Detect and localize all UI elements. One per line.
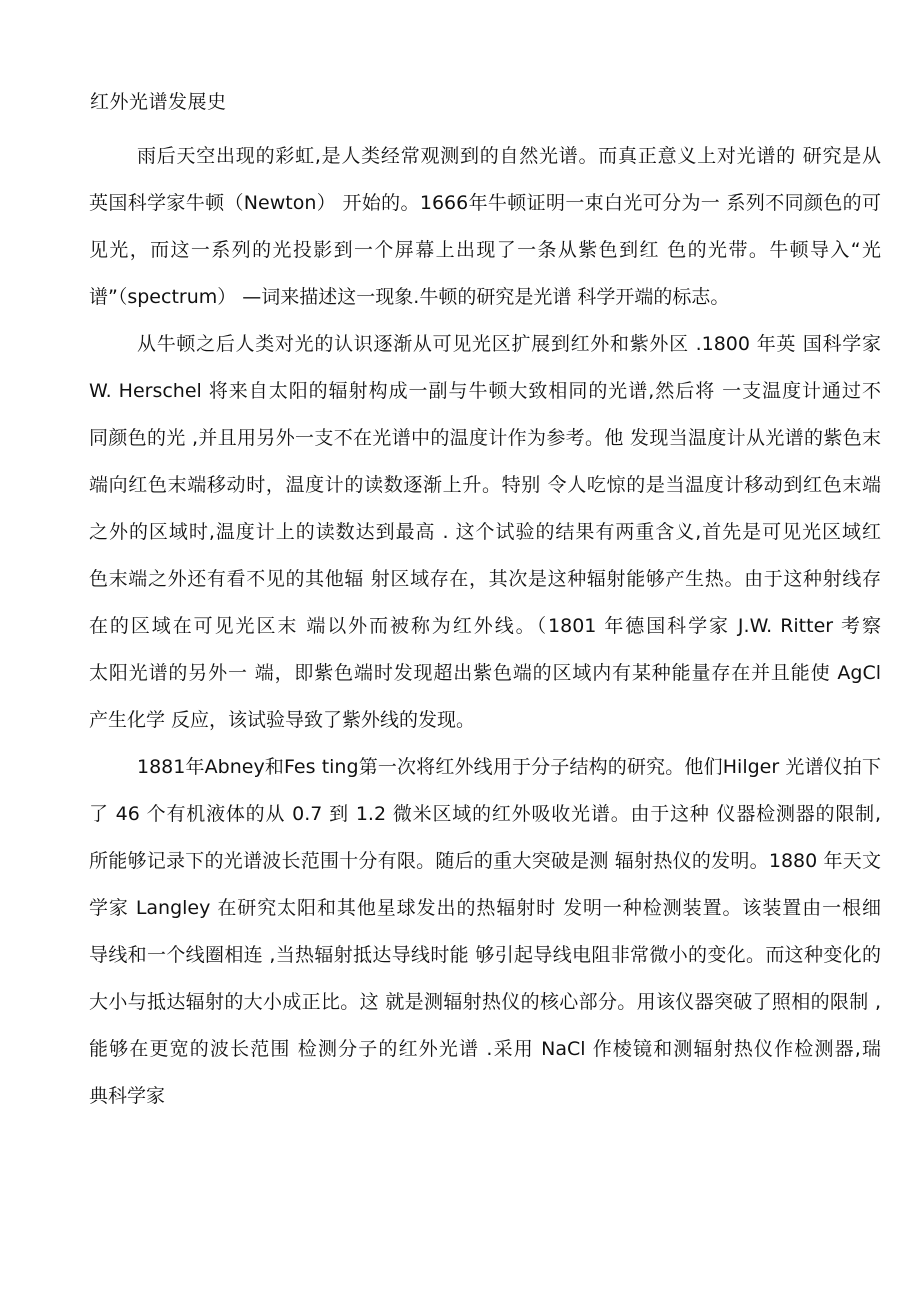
text-line: 大小与抵达辐射的大小成正比。这 就是测辐射热仪的核心部分。用该仪器突破了照相的限制 , (89, 991, 881, 1013)
text-line: 从牛顿之后人类对光的认识逐渐从可见光区扩展到红外和紫外区 .1800 年英 国科学家 (137, 333, 881, 355)
text-line: 见光，而这一系列的光投影到一个屏幕上出现了一条从紫色到红 色的光带。牛顿导入“光 (89, 239, 881, 261)
text-line: 太阳光谱的另外一 端，即紫色端时发现超出紫色端的区域内有某种能量存在并且能使 AgCl (89, 662, 881, 684)
text-line: 在的区域在可见光区末 端以外而被称为红外线。（1801 年德国科学家 J.W. Ritter 考察 (89, 615, 881, 637)
text-line: 色末端之外还有看不见的其他辐 射区域存在，其次是这种辐射能够产生热。由于这种射线存 (89, 568, 881, 590)
document-body (41, 133, 881, 1120)
text-line: 学家 Langley 在研究太阳和其他星球发出的热辐射时 发明一种检测装置。该装置由一根细 (89, 897, 881, 919)
text-line: W. Herschel 将来自太阳的辐射构成一副与牛顿大致相同的光谱,然后将 一支温度计通过不 (89, 380, 881, 402)
text-line: 所能够记录下的光谱波长范围十分有限。随后的重大突破是测 辐射热仪的发明。1880 年天文 (89, 850, 881, 872)
text-line: 同颜色的光 ,并且用另外一支不在光谱中的温度计作为参考。他 发现当温度计从光谱的紫色末 (89, 427, 881, 449)
text-line: 能够在更宽的波长范围 检测分子的红外光谱 .采用 NaCl 作棱镜和测辐射热仪作检测器,瑞 (89, 1038, 881, 1060)
paragraph-2 (41, 321, 881, 744)
paragraph-1 (41, 133, 881, 321)
text-line: 端向红色末端移动时，温度计的读数逐渐上升。特别 令人吃惊的是当温度计移动到红色末端 (89, 474, 881, 496)
text-line: 英国科学家牛顿（Newton） 开始的。1666年牛顿证明一束白光可分为一 系列不同颜色的可 (89, 192, 881, 214)
text-line: 谱”（spectrum） —词来描述这一现象.牛顿的研究是光谱 科学开端的标志。 (89, 286, 730, 308)
document-title: 红外光谱发展史 (90, 91, 227, 113)
text-line: 雨后天空出现的彩虹,是人类经常观测到的自然光谱。而真正意义上对光谱的 研究是从 (137, 145, 881, 167)
text-line: 了 46 个有机液体的从 0.7 到 1.2 微米区域的红外吸收光谱。由于这种 仪器检测器的限制, (89, 803, 881, 825)
text-line: 产生化学 反应，该试验导致了紫外线的发现。 (89, 709, 476, 731)
paragraph-3 (41, 744, 881, 1120)
text-line: 典科学家 (89, 1085, 166, 1107)
text-line: 之外的区域时,温度计上的读数达到最高 . 这个试验的结果有两重含义,首先是可见光区域红 (89, 521, 881, 543)
text-line: 1881年Abney和Fes ting第一次将红外线用于分子结构的研究。他们Hilger 光谱仪拍下 (137, 756, 881, 778)
text-line: 导线和一个线圈相连 ,当热辐射抵达导线时能 够引起导线电阻非常微小的变化。而这种变化的 (89, 944, 881, 966)
